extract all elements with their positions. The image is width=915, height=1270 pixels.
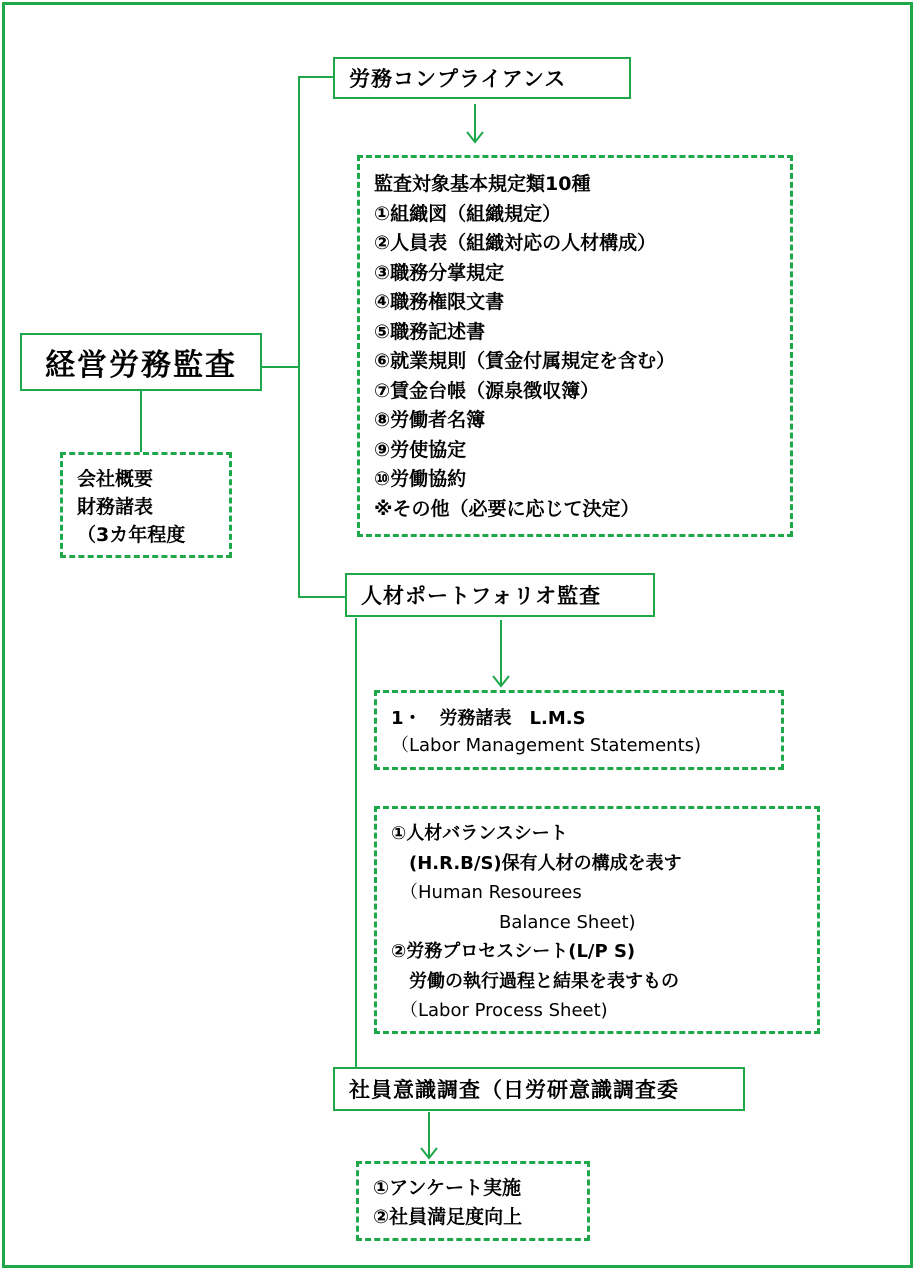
detail-line: （Human Resourees xyxy=(391,882,582,903)
detail-line: ②労務プロセスシート(L/P S) xyxy=(391,941,636,962)
compliance-item: ⑦賃金台帳（源泉徴収簿） xyxy=(374,379,600,402)
compliance-item: ③職務分掌規定 xyxy=(374,261,505,284)
detail-line: (H.R.B/S)保有人材の構成を表す xyxy=(391,852,682,874)
lms-box xyxy=(374,690,784,770)
root-title: 経営労務監査 xyxy=(45,348,237,383)
lms-line: （Labor Management Statements) xyxy=(391,735,702,756)
compliance-item: ⑥就業規則（賃金付属規定を含む） xyxy=(374,350,676,372)
connector-to-portfolio xyxy=(298,596,346,598)
detail-line: Balance Sheet) xyxy=(391,911,636,933)
connector-portfolio-to-survey xyxy=(355,618,357,1068)
company-info-box xyxy=(60,452,232,558)
survey-header xyxy=(333,1067,745,1111)
compliance-item: ※その他（必要に応じて決定） xyxy=(374,497,640,520)
detail-line: ①人材バランスシート xyxy=(391,823,568,844)
survey-items-box xyxy=(356,1161,590,1241)
detail-line: （Labor Process Sheet) xyxy=(391,1000,608,1021)
portfolio-header xyxy=(345,573,655,617)
compliance-item: ⑨労使協定 xyxy=(374,438,467,461)
compliance-item: ⑩労働協約 xyxy=(374,468,467,490)
compliance-item: ⑤職務記述書 xyxy=(374,320,486,343)
compliance-item: ①組織図（組織規定） xyxy=(374,202,562,225)
compliance-item: ④職務権限文書 xyxy=(374,291,505,313)
company-line: 会社概要 xyxy=(77,468,154,490)
connector-root-to-branch xyxy=(262,366,300,368)
compliance-item: ②人員表（組織対応の人材構成） xyxy=(374,232,657,254)
arrow-down-icon xyxy=(418,1112,440,1160)
connector-to-compliance xyxy=(298,76,334,78)
company-line: （3カ年程度 xyxy=(77,524,186,546)
survey-item: ②社員満足度向上 xyxy=(373,1206,523,1228)
compliance-item: 監査対象基本規定類10種 xyxy=(374,173,591,195)
compliance-list-box xyxy=(357,155,793,537)
root-box xyxy=(20,333,262,391)
arrow-down-icon xyxy=(490,620,512,688)
survey-item: ①アンケート実施 xyxy=(373,1177,521,1199)
compliance-item: ⑧労働者名簿 xyxy=(374,409,486,431)
compliance-header xyxy=(333,57,631,99)
portfolio-title: 人材ポートフォリオ監査 xyxy=(361,584,602,608)
portfolio-detail-box xyxy=(374,806,820,1034)
detail-line: 労働の執行過程と結果を表すもの xyxy=(391,970,679,992)
lms-line: 1・ 労務諸表 L.M.S xyxy=(391,708,586,729)
connector-trunk xyxy=(298,76,300,598)
connector-root-to-company xyxy=(140,390,142,454)
company-line: 財務諸表 xyxy=(77,496,154,518)
arrow-down-icon xyxy=(464,104,486,144)
compliance-title: 労務コンプライアンス xyxy=(349,67,567,91)
survey-title: 社員意識調査（日労研意識調査委 xyxy=(349,1078,679,1102)
